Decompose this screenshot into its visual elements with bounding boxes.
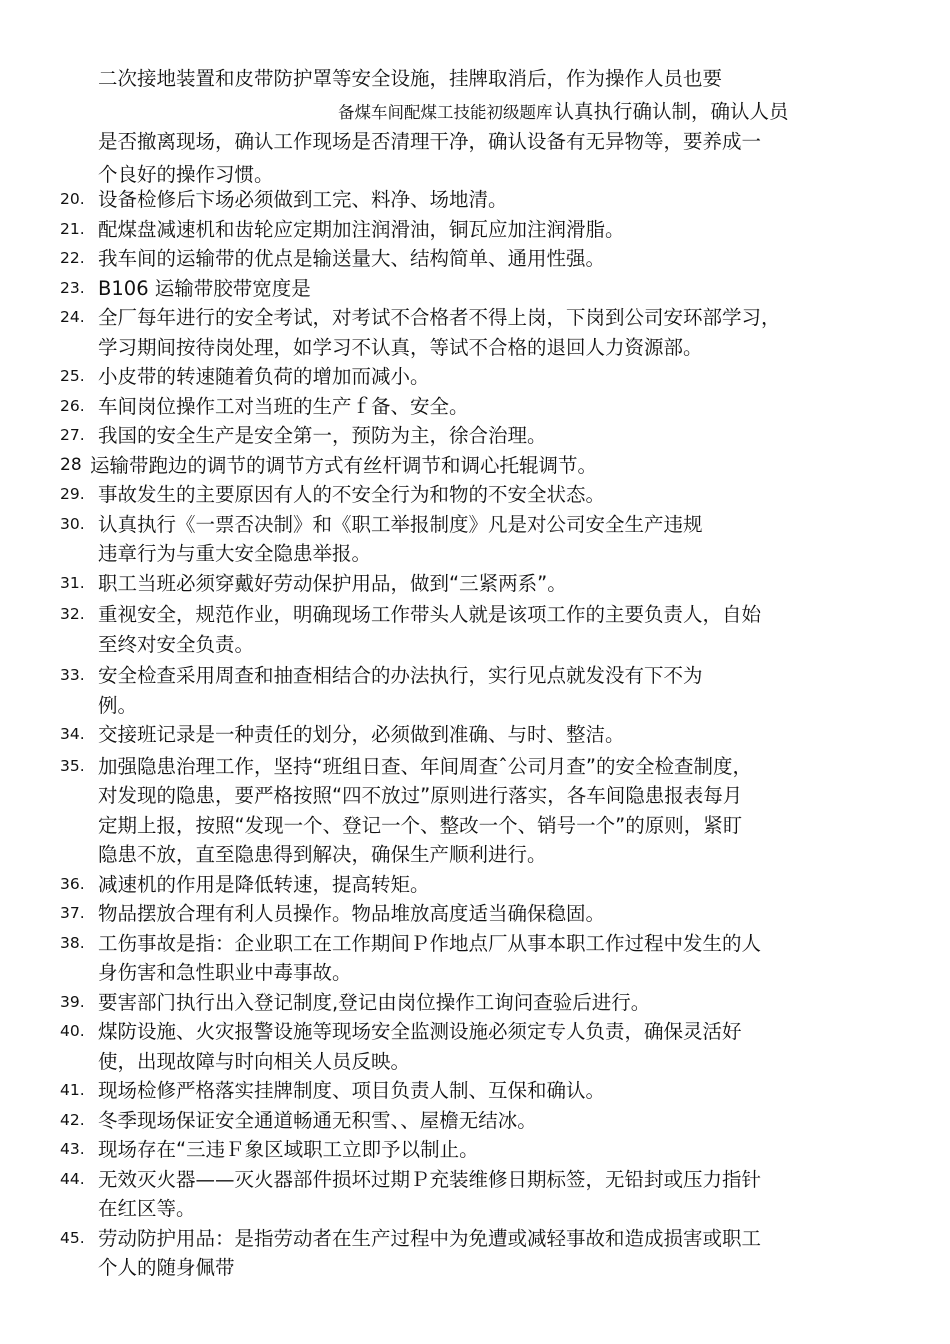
item-text-line: 认真执行《一票否决制》和《职工举报制度》凡是对公司安全生产违规 (98, 512, 703, 536)
list-item (60, 661, 910, 720)
item-text-line: 冬季现场保证安全通道畅通无积雪、、屋檐无结冰。 (98, 1108, 537, 1132)
list-item (60, 362, 910, 392)
list-item (60, 1076, 910, 1106)
list-item (60, 1106, 910, 1136)
list-item (60, 244, 910, 274)
list-item (60, 569, 910, 599)
list-item (60, 274, 910, 304)
list-item (60, 215, 910, 245)
item-text-line: 物品摆放合理有利人员操作。物品堆放高度适当确保稳固。 (98, 902, 606, 925)
item-text-line: 现场检修严格落实挂牌制度、项目负责人制、互保和确认。 (98, 1079, 606, 1102)
item-number: 25. (60, 367, 85, 385)
intro-line-4: 个良好的操作习惯。 (98, 163, 274, 186)
intro-line-2 (98, 95, 898, 125)
item-number: 21. (60, 219, 85, 238)
item-text-line: 个人的随身佩带 (98, 1256, 235, 1279)
intro-paragraph (98, 62, 898, 191)
item-number: 29. (60, 485, 85, 503)
item-number: 20. (60, 190, 85, 208)
item-number: 24. (60, 308, 85, 326)
item-text-line: 交接班记录是一种责任的划分，必须做到准确、与时、整洁。 (98, 723, 625, 746)
question-list (60, 185, 910, 1283)
list-item (60, 480, 910, 510)
item-number: 43. (60, 1140, 85, 1158)
item-text-line: 运输带跑边的调节的调节方式有丝杆调节和调心托辊调节。 (90, 453, 598, 477)
item-text-line: 职工当班必须穿戴好劳动保护用品，做到“三紧两系”。 (98, 571, 567, 595)
item-text-line: 无效灭火器——灭火器部件损坏过期Ｐ充装维修日期标签，无铅封或压力指针 (98, 1167, 762, 1191)
item-text-line: 工伤事故是指：企业职工在工作期间Ｐ作地点厂从事本职工作过程中发生的人 (98, 931, 762, 955)
item-text-line: 车间岗位操作工对当班的生产ｆ备、安全。 (98, 394, 469, 418)
item-text-line: 配煤盘减速机和齿轮应定期加注润滑油，铜瓦应加注润滑脂。 (98, 217, 625, 241)
item-number: 30. (60, 514, 85, 533)
list-item (60, 600, 910, 659)
item-text-line: 减速机的作用是降低转速，提高转矩。 (98, 872, 430, 896)
item-text-line: 使，出现故障与时向相关人员反映。 (98, 1049, 411, 1073)
list-item (60, 303, 910, 362)
list-item (60, 451, 910, 481)
list-item (60, 720, 910, 750)
item-number: 31. (60, 573, 85, 592)
item-text-line: 例。 (98, 693, 138, 717)
item-number: 41. (60, 1081, 85, 1099)
item-text-line: 要害部门执行出入登记制度,登记由岗位操作工询问查验后进行。 (98, 990, 651, 1014)
list-item (60, 1135, 910, 1165)
item-text-line: 事故发生的主要原因有人的不安全行为和物的不安全状态。 (98, 483, 606, 506)
item-text-line: 至终对安全负责。 (98, 632, 255, 656)
item-text-line: 在红区等。 (98, 1197, 196, 1220)
item-number: 28 (60, 454, 82, 475)
item-number: 35. (60, 756, 85, 775)
item-number: 37. (60, 904, 85, 922)
list-item (60, 392, 910, 422)
item-number: 44. (60, 1169, 85, 1188)
item-number: 26. (60, 396, 85, 415)
list-item (60, 988, 910, 1018)
item-text-line: 小皮带的转速随着负荷的增加而减小。 (98, 365, 430, 388)
list-item (60, 1224, 910, 1283)
item-text-line: B106 运输带胶带宽度是 (98, 276, 311, 300)
item-text-line: 重视安全，规范作业，明确现场工作带头人就是该项工作的主要负责人，自始 (98, 603, 762, 626)
item-text-line: 劳动防护用品：是指劳动者在生产过程中为免遭或减轻事故和造成损害或职工 (98, 1226, 762, 1250)
item-number: 22. (60, 249, 85, 267)
item-text-line: 设备检修后卞场必须做到工完、料净、场地清。 (98, 188, 508, 211)
item-text-line: 隐患不放，直至隐患得到解决，确保生产顺利进行。 (98, 843, 547, 866)
item-number: 42. (60, 1110, 85, 1129)
item-text-line: 学习期间按待岗处理，如学习不认真，等试不合格的退回人力资源部。 (98, 335, 703, 359)
intro-line-2-text: 认真执行确认制，确认人员 (554, 100, 789, 123)
list-item (60, 185, 910, 215)
list-item (60, 899, 910, 929)
page-header-title: 备煤车间配煤工技能初级题库 (338, 103, 553, 122)
item-number: 45. (60, 1228, 85, 1247)
item-number: 40. (60, 1022, 85, 1040)
item-number: 39. (60, 992, 85, 1011)
item-number: 27. (60, 426, 85, 444)
item-text-line: 对发现的隐患，要严格按照“四不放过”原则进行落实，各车间隐患报表每月 (98, 784, 743, 807)
item-text-line: 加强隐患治理工作，坚持“班组日查、年间周查ˆ公司月查”的安全检查制度， (98, 754, 752, 778)
item-text-line: 身伤害和急性职业中毒事故。 (98, 961, 352, 984)
list-item (60, 1017, 910, 1076)
item-number: 36. (60, 874, 85, 893)
item-number: 23. (60, 278, 85, 297)
list-item (60, 752, 910, 870)
intro-line-3: 是否撤离现场，确认工作现场是否清理干净，确认设备有无异物等，要养成一 (98, 130, 762, 153)
item-text-line: 我车间的运输带的优点是输送量大、结构简单、通用性强。 (98, 247, 606, 270)
list-item (60, 421, 910, 451)
item-text-line: 现场存在“三违Ｆ象区域职工立即予以制止。 (98, 1138, 479, 1161)
item-number: 32. (60, 605, 85, 623)
item-number: 33. (60, 666, 85, 684)
item-number: 38. (60, 933, 85, 952)
item-text-line: 违章行为与重大安全隐患举报。 (98, 542, 372, 565)
list-item (60, 929, 910, 988)
list-item (60, 870, 910, 900)
item-number: 34. (60, 725, 85, 743)
list-item (60, 1165, 910, 1224)
item-text-line: 全厂每年进行的安全考试，对考试不合格者不得上岗，下岗到公司安环部学习， (98, 306, 781, 329)
item-text-line: 定期上报，按照“发现一个、登记一个、整改一个、销号一个”的原则，紧盯 (98, 813, 743, 837)
list-item (60, 510, 910, 569)
item-text-line: 我国的安全生产是安全第一，预防为主，徐合治理。 (98, 424, 547, 447)
item-text-line: 安全检查采用周查和抽查相结合的办法执行，实行见点就发没有下不为 (98, 664, 703, 687)
intro-line-1: 二次接地装置和皮带防护罩等安全设施，挂牌取消后，作为操作人员也要 (98, 67, 723, 90)
item-text-line: 煤防设施、火灾报警设施等现场安全监测设施必须定专人负责，确保灵活好 (98, 1020, 742, 1043)
